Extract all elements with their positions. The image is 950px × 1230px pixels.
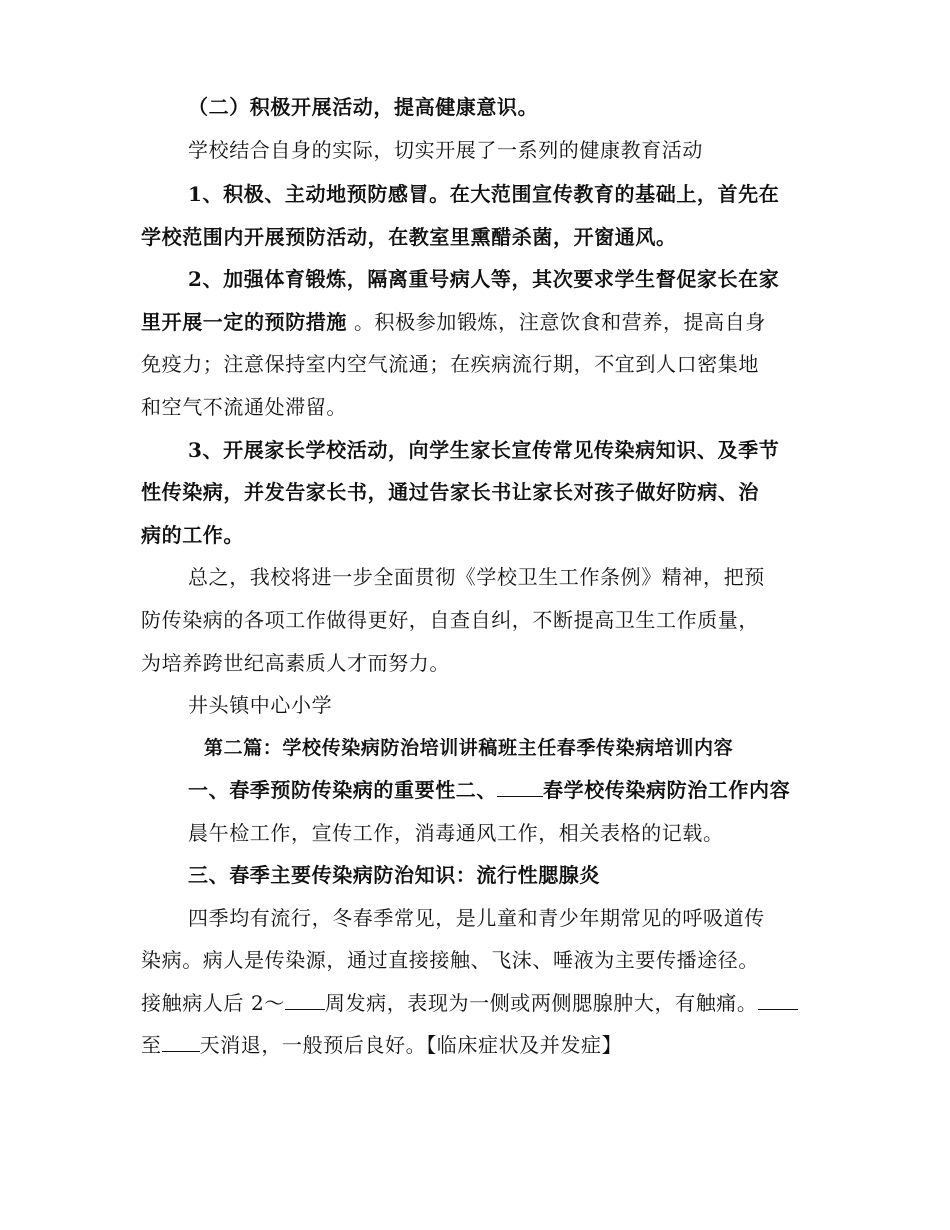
item3-line2: 性传染病，并发告家长书，通过告家长书让家长对孩子做好防病、治 xyxy=(141,480,759,504)
item3-line3: 病的工作。 xyxy=(141,523,244,547)
mumps-line4-a: 至 xyxy=(141,1033,162,1057)
intro-paragraph: 学校结合自身的实际，切实开展了一系列的健康教育活动 xyxy=(188,138,703,162)
item1-line1: 1、积极、主动地预防感冒。在大范围宣传教育的基础上，首先在 xyxy=(188,182,780,206)
mumps-line3 xyxy=(141,990,798,1016)
chapter-title: 第二篇：学校传染病防治培训讲稿班主任春季传染病培训内容 xyxy=(204,737,734,759)
mumps-line3-a: 接触病人后 2～ xyxy=(141,991,285,1015)
mumps-line1: 四季均有流行，冬春季常见，是儿童和青少年期常见的呼吸道传 xyxy=(188,906,765,930)
item3-line1: 3、开展家长学校活动，向学生家长宣传常见传染病知识、及季节 xyxy=(188,438,780,462)
part1-text-a: 一、春季预防传染病的重要性二、 xyxy=(188,778,497,802)
item2-line2 xyxy=(141,309,766,335)
summary-line1: 总之，我校将进一步全面贯彻《学校卫生工作条例》精神，把预 xyxy=(188,565,765,589)
part1-line xyxy=(188,777,790,803)
mumps-line3-b: 周发病，表现为一侧或两侧腮腺肿大，有触痛。 xyxy=(324,991,758,1015)
item2-line1: 2、加强体育锻炼，隔离重号病人等，其次要求学生督促家长在家 xyxy=(188,267,780,291)
blank-underline xyxy=(162,1033,200,1052)
mumps-line2: 染病。病人是传染源，通过直接接触、飞沫、唾液为主要传播途径。 xyxy=(141,948,759,972)
part1-text-b: 春学校传染病防治工作内容 xyxy=(543,778,791,802)
signature: 井头镇中心小学 xyxy=(188,693,333,717)
item2-line2-bold: 里开展一定的预防措施 xyxy=(141,310,347,334)
item2-line3: 免疫力；注意保持室内空气流通；在疾病流行期，不宜到人口密集地 xyxy=(141,352,759,376)
mumps-line4-b: 天消退，一般预后良好。【临床症状及并发症】 xyxy=(199,1033,623,1057)
blank-underline xyxy=(285,991,325,1010)
summary-line2: 防传染病的各项工作做得更好，自查自纠，不断提高卫生工作质量， xyxy=(141,608,759,632)
blank-underline xyxy=(758,991,798,1010)
item2-line4: 和空气不流通处滞留。 xyxy=(141,395,347,419)
section-heading: （二）积极开展活动，提高健康意识。 xyxy=(188,95,539,119)
part3-heading: 三、春季主要传染病防治知识：流行性腮腺炎 xyxy=(188,863,600,887)
mumps-line4 xyxy=(141,1032,622,1058)
summary-line3: 为培养跨世纪高素质人才而努力。 xyxy=(141,651,450,675)
item1-line2: 学校范围内开展预防活动，在教室里熏醋杀菌，开窗通风。 xyxy=(141,225,677,249)
part1-detail: 晨午检工作，宣传工作，消毒通风工作，相关表格的记载。 xyxy=(188,821,724,845)
blank-underline xyxy=(497,778,543,797)
item2-line2-normal: 。积极参加锻炼，注意饮食和营养，提高自身 xyxy=(347,310,766,334)
